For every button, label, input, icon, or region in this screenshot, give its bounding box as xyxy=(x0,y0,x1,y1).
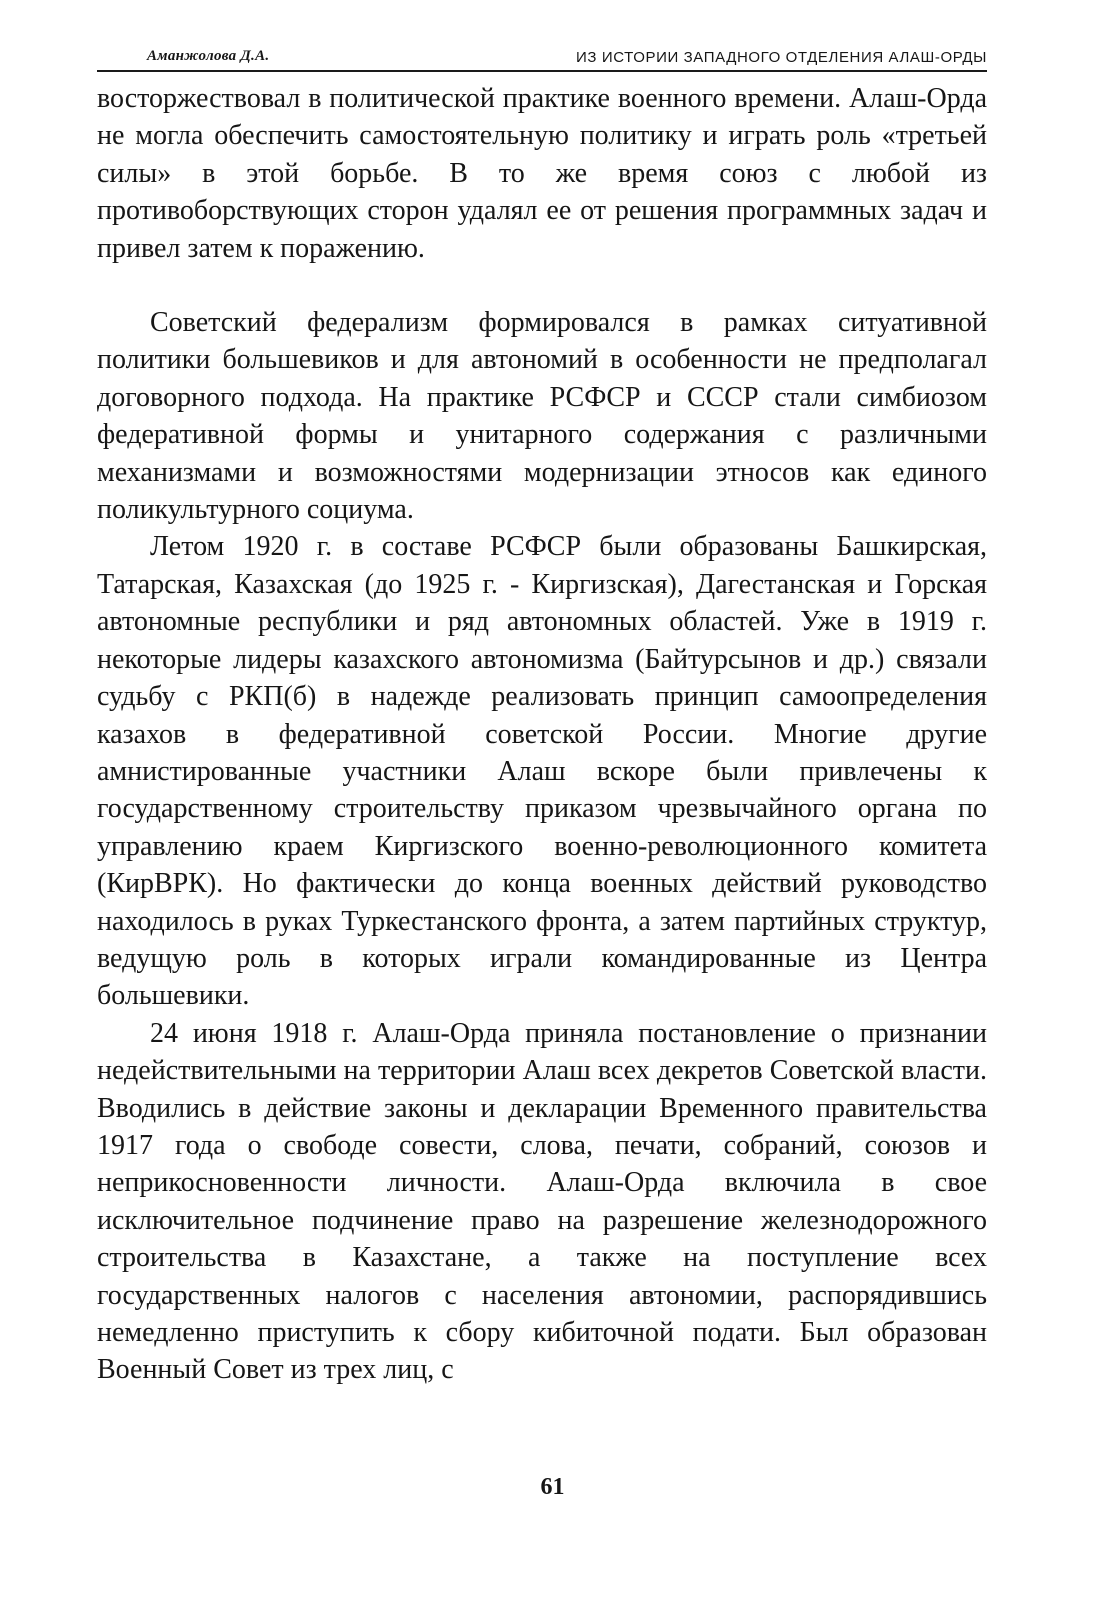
paragraph-3: Летом 1920 г. в составе РСФСР были образованы Башкирская, Татарская, Казахская (до 1925 г. - Киргизская), Дагестанская и Горская автономные республики и ряд автономных областей. Уже в 1919 г. некоторые лидеры казахского автономизма (Байтурсынов и др.) связали судьбу с РКП(б) в надежде реализовать принцип самоопределения казахов в федеративной советской России. Многие другие амнистированные участники Алаш вскоре были привлечены к государственному строительству приказом чрезвычайного органа по управлению краем Киргизского военно-революционного комитета (КирВРК). Но фактически до конца военных действий руководство находилось в руках Туркестанского фронта, а затем партийных структур, ведущую роль в которых играли командированные из Центра большевики. xyxy=(97,531,987,1012)
paragraph-4: 24 июня 1918 г. Алаш-Орда приняла постановление о признании недействительными на территории Алаш всех декретов Советской власти. Вводились в действие законы и декларации Временного правительства 1917 года о свободе совести, слова, печати, собраний, союзов и неприкосновенности личности. Алаш-Орда включила в свое исключительное подчинение право на разрешение железнодорожного строительства в Казахстане, а также на поступление всех государственных налогов с населения автономии, распорядившись немедленно приступить к сбору кибиточной подати. Был образован Военный Совет из трех лиц, с xyxy=(97,1017,987,1386)
paragraph-1: восторжествовал в политической практике военного времени. Алаш-Орда не могла обеспечить самостоятельную политику и играть роль «третьей силы» в этой борьбе. В то же время союз с любой из противоборствующих сторон удалял ее от решения программных задач и привел затем к поражению. xyxy=(97,83,987,264)
paragraph-gap xyxy=(97,267,987,304)
body-text xyxy=(97,80,987,1389)
header-author: Аманжолова Д.А. xyxy=(147,48,270,64)
paragraph-2: Советский федерализм формировался в рамках ситуативной политики большевиков и для автономий в особенности не предполагал договорного подхода. На практике РСФСР и СССР стали симбиозом федеративной формы и унитарного содержания с различными механизмами и возможностями модернизации этносов как единого поликультурного социума. xyxy=(97,307,987,526)
header-title: ИЗ ИСТОРИИ ЗАПАДНОГО ОТДЕЛЕНИЯ АЛАШ-ОРДЫ xyxy=(576,49,987,66)
running-head xyxy=(97,40,987,72)
page-number: 61 xyxy=(540,1474,565,1500)
